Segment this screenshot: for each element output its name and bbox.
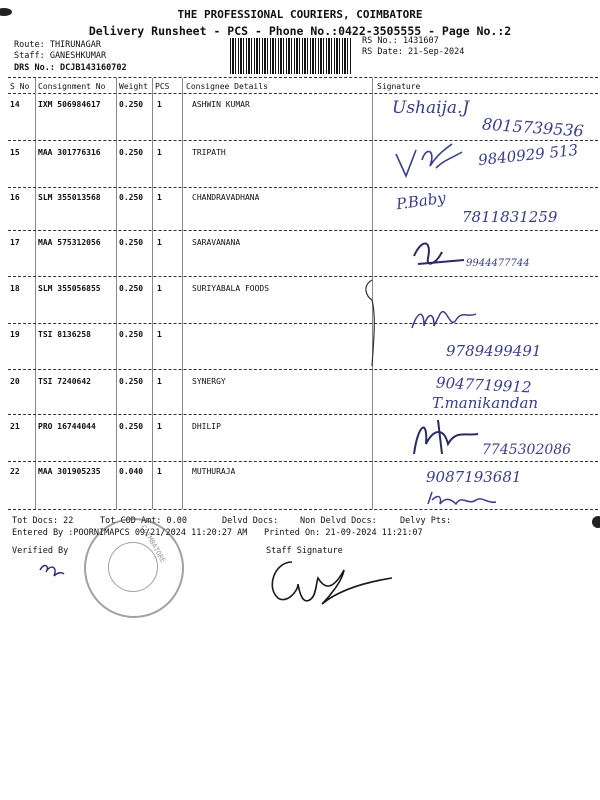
row-pcs: 1 xyxy=(157,422,162,431)
row-pcs: 1 xyxy=(157,284,162,293)
handwritten-phone: 9840929 513 xyxy=(477,140,579,170)
row-consignment: TSI 7240642 xyxy=(38,377,91,386)
office-stamp-text: COIMBATORE xyxy=(139,523,168,565)
col-divider xyxy=(116,78,117,509)
handwritten-signature xyxy=(392,140,472,188)
company-title: THE PROFESSIONAL COURIERS, COIMBATORE xyxy=(177,8,423,21)
scan-mark xyxy=(592,516,600,528)
col-header-sno: S No xyxy=(10,82,30,91)
non-delivered-docs: Non Delvd Docs: xyxy=(300,516,377,526)
col-divider xyxy=(182,78,183,509)
row-consignment: IXM 506984617 xyxy=(38,100,101,109)
col-header-weight: Weight xyxy=(119,82,148,91)
row-pcs: 1 xyxy=(157,100,162,109)
row-consignment: MAA 301776316 xyxy=(38,148,101,157)
row-consignment: PRO 16744044 xyxy=(38,422,96,431)
row-sno: 21 xyxy=(10,422,20,431)
row-consignee: SARAVANANA xyxy=(192,238,241,247)
row-pcs: 1 xyxy=(157,467,162,476)
row-consignment: SLM 355013568 xyxy=(38,193,101,202)
row-weight: 0.250 xyxy=(119,377,144,386)
row-consignee: SURIYABALA FOODS xyxy=(192,284,270,293)
office-stamp-ring xyxy=(108,542,158,592)
row-weight: 0.250 xyxy=(119,238,144,247)
row-sno: 20 xyxy=(10,377,20,386)
delivery-points: Delvy Pts: xyxy=(400,516,452,526)
row-weight: 0.250 xyxy=(119,148,144,157)
row-sno: 18 xyxy=(10,284,20,293)
handwritten-phone: 9944477744 xyxy=(466,258,530,269)
header-bottom-rule xyxy=(8,93,598,94)
barcode xyxy=(230,38,352,74)
row-divider xyxy=(8,414,598,415)
row-consignment: TSI 8136258 xyxy=(38,330,91,339)
row-consignee: MUTHURAJA xyxy=(192,467,236,476)
handwritten-name: Ushaija.J xyxy=(392,98,470,118)
col-divider xyxy=(35,78,36,509)
row-weight: 0.250 xyxy=(119,330,144,339)
office-stamp xyxy=(84,518,184,618)
row-consignee: CHANDRAVADHANA xyxy=(192,193,260,202)
handwritten-name: T.manikandan xyxy=(432,394,539,412)
row-sno: 16 xyxy=(10,193,20,202)
col-divider xyxy=(152,78,153,509)
handwritten-phone: 8015739536 xyxy=(481,114,585,141)
table-top-rule xyxy=(8,77,598,78)
handwritten-bracket xyxy=(360,276,384,372)
rs-number: RS No.: 1431607 xyxy=(362,36,439,46)
col-header-pcs: PCS xyxy=(155,82,170,91)
row-sno: 15 xyxy=(10,148,20,157)
handwritten-name: P.Baby xyxy=(394,188,447,214)
row-weight: 0.250 xyxy=(119,422,144,431)
row-sno: 22 xyxy=(10,467,20,476)
total-cod-amount: Tot COD Amt: 0.00 xyxy=(100,516,187,526)
row-weight: 0.250 xyxy=(119,100,144,109)
row-weight: 0.250 xyxy=(119,284,144,293)
handwritten-phone: 7745302086 xyxy=(482,442,572,458)
staff-signature-label: Staff Signature xyxy=(266,546,343,556)
col-header-signature: Signature xyxy=(377,82,421,91)
row-divider xyxy=(8,461,598,462)
handwritten-signature xyxy=(410,300,480,340)
runsheet-title: Delivery Runsheet - PCS - Phone No.:0422-3505555 - Page No.:2 xyxy=(88,24,512,38)
row-pcs: 1 xyxy=(157,148,162,157)
row-divider xyxy=(8,276,598,277)
row-pcs: 1 xyxy=(157,377,162,386)
verified-by-label: Verified By xyxy=(12,546,69,556)
row-weight: 0.250 xyxy=(119,193,144,202)
entered-by: Entered By :POORNIMAPCS 09/21/2024 11:20:27 AM xyxy=(12,528,248,538)
handwritten-signature xyxy=(426,488,506,510)
row-consignee: SYNERGY xyxy=(192,377,226,386)
staff-label: Staff: GANESHKUMAR xyxy=(14,51,107,61)
col-header-consignee: Consignee Details xyxy=(186,82,268,91)
col-header-consignment: Consignment No xyxy=(38,82,106,91)
row-sno: 14 xyxy=(10,100,20,109)
row-sno: 19 xyxy=(10,330,20,339)
printed-on: Printed On: 21-09-2024 11:21:07 xyxy=(264,528,423,538)
handwritten-phone: 9789499491 xyxy=(446,342,542,360)
row-consignment: MAA 301905235 xyxy=(38,467,101,476)
row-weight: 0.040 xyxy=(119,467,144,476)
verifier-signature xyxy=(36,560,66,582)
row-sno: 17 xyxy=(10,238,20,247)
handwritten-phone: 9087193681 xyxy=(426,468,522,486)
row-divider xyxy=(8,140,598,141)
row-consignment: SLM 355056855 xyxy=(38,284,101,293)
handwritten-phone: 7811831259 xyxy=(462,208,558,226)
drs-number: DRS No.: DCJB143160702 xyxy=(14,63,127,73)
rs-date: RS Date: 21-Sep-2024 xyxy=(362,47,465,57)
route-label: Route: THIRUNAGAR xyxy=(14,40,101,50)
row-pcs: 1 xyxy=(157,330,162,339)
row-pcs: 1 xyxy=(157,193,162,202)
row-consignee: TRIPATH xyxy=(192,148,226,157)
handwritten-signature xyxy=(408,234,468,274)
row-divider xyxy=(8,187,598,188)
row-consignment: MAA 575312056 xyxy=(38,238,101,247)
row-divider xyxy=(8,230,598,231)
delivered-docs: Delvd Docs: xyxy=(222,516,279,526)
staff-signature xyxy=(258,548,398,618)
row-divider xyxy=(8,369,598,370)
row-pcs: 1 xyxy=(157,238,162,247)
row-consignee: ASHWIN KUMAR xyxy=(192,100,250,109)
table-bottom-rule xyxy=(8,509,598,510)
row-consignee: DHILIP xyxy=(192,422,221,431)
handwritten-phone: 9047719912 xyxy=(435,373,532,397)
row-divider xyxy=(8,323,598,324)
total-docs: Tot Docs: 22 xyxy=(12,516,74,526)
